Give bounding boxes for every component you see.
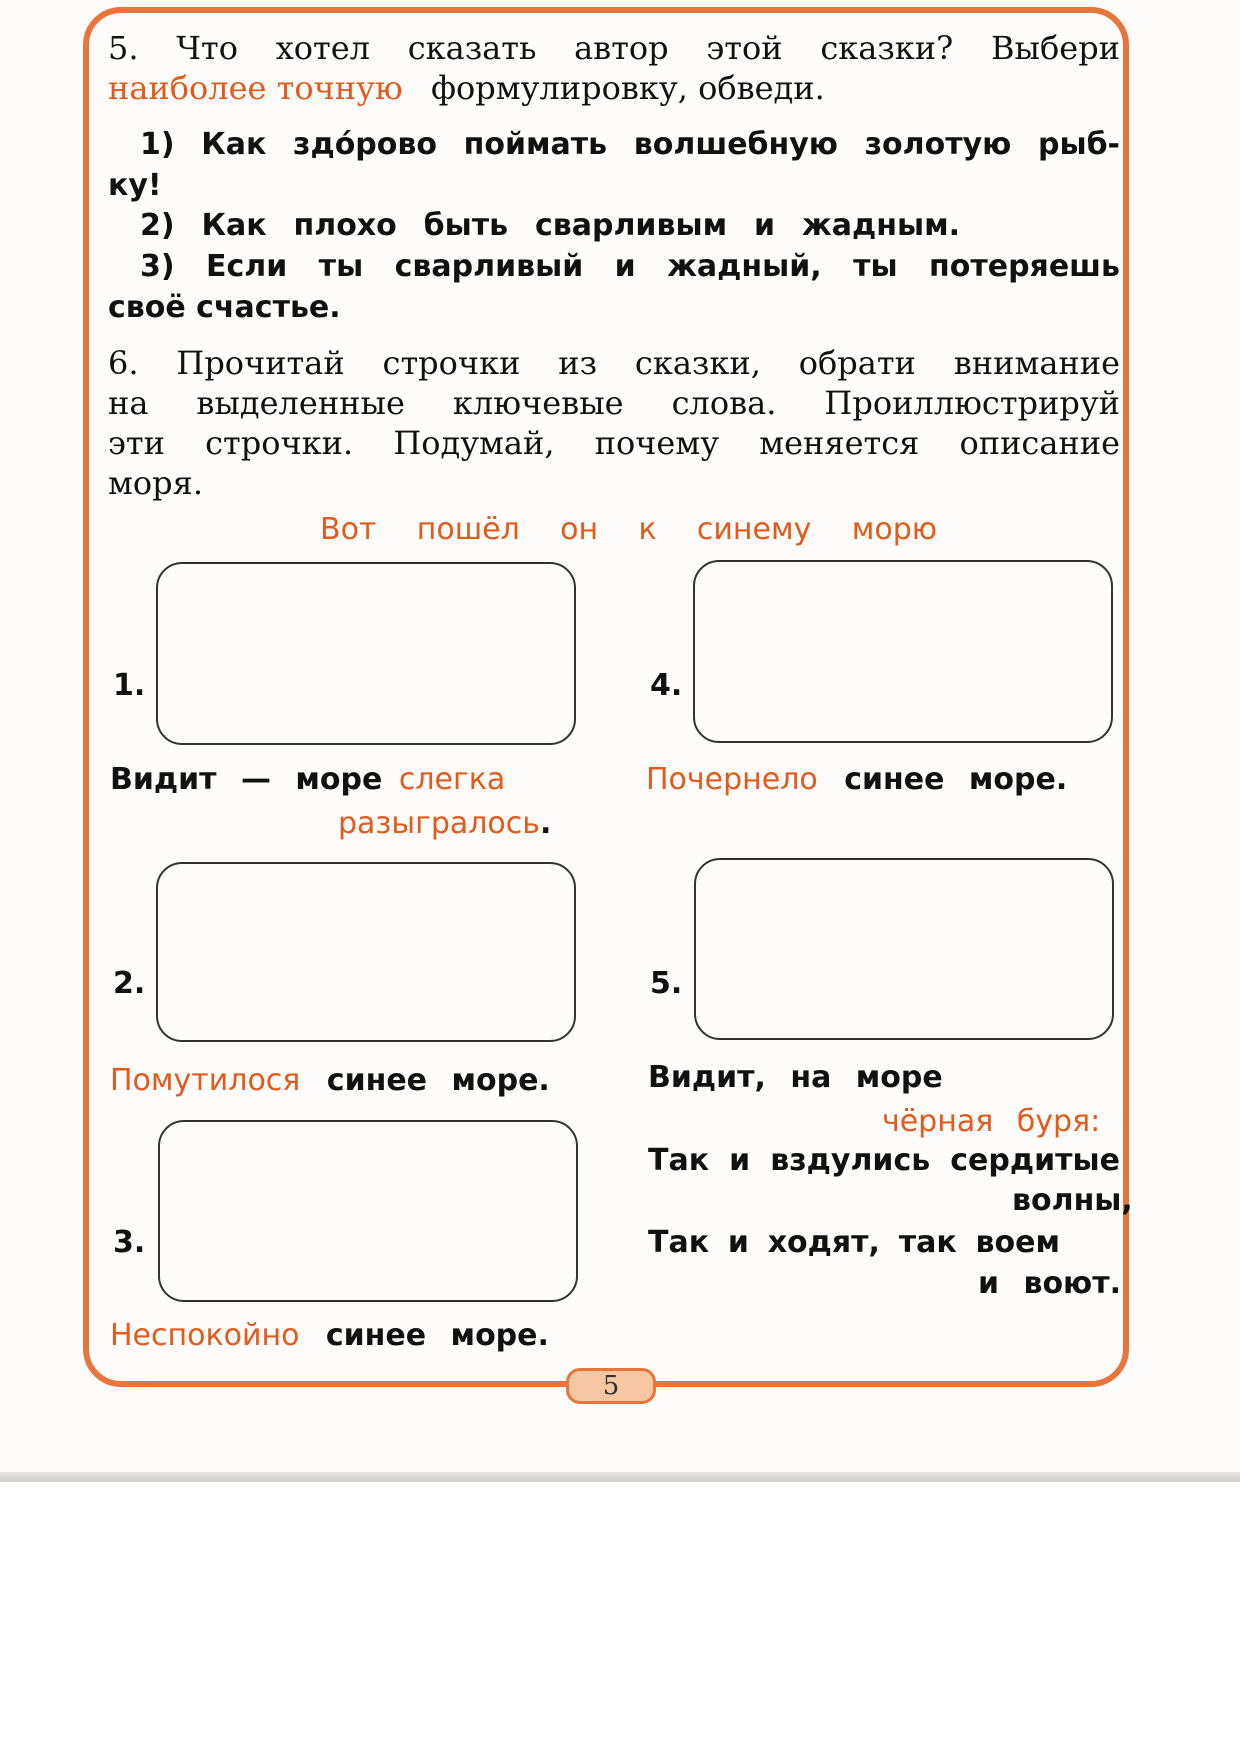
task5-option1-line1: 1) Как здо́рово поймать волшебную золотую рыб- bbox=[140, 127, 1120, 162]
caption-1-cont bbox=[338, 806, 551, 841]
caption-1-period: . bbox=[539, 806, 552, 841]
caption-2-text: синее море. bbox=[326, 1063, 550, 1098]
caption-5-line5: Так и ходят, так воем bbox=[648, 1225, 1060, 1260]
panel-number-5: 5. bbox=[650, 966, 683, 1001]
caption-5-line6: и воют. bbox=[978, 1266, 1122, 1301]
task5-option3-line2: своё счастье. bbox=[108, 290, 341, 325]
task6-line3: эти строчки. Подумай, почему меняется описание bbox=[108, 424, 1120, 462]
subtitle: Вот пошёл он к синему морю bbox=[320, 512, 937, 547]
drawing-box-1[interactable] bbox=[156, 562, 576, 745]
caption-1-highlight: слегка bbox=[398, 762, 506, 797]
panel-number-1: 1. bbox=[113, 668, 146, 703]
caption-2 bbox=[110, 1063, 550, 1098]
caption-1 bbox=[110, 762, 505, 797]
drawing-box-3[interactable] bbox=[158, 1120, 578, 1302]
task5-question-line2 bbox=[108, 68, 1120, 109]
task5-option3-line1: 3) Если ты сварливый и жадный, ты потеряешь bbox=[140, 249, 1120, 284]
caption-4-highlight: Почернело bbox=[646, 762, 818, 797]
caption-4-text: синее море. bbox=[844, 762, 1068, 797]
panel-number-3: 3. bbox=[113, 1225, 146, 1260]
caption-1-text: Видит — море bbox=[110, 762, 383, 797]
caption-3-highlight: Неспокойно bbox=[110, 1318, 300, 1353]
task6-line4: моря. bbox=[108, 464, 203, 502]
caption-1-highlight2: разыгралось bbox=[338, 806, 540, 841]
caption-3-text: синее море. bbox=[325, 1318, 549, 1353]
caption-3 bbox=[110, 1318, 549, 1353]
panel-number-4: 4. bbox=[650, 668, 683, 703]
caption-5-line3: Так и вздулись сердитые bbox=[648, 1143, 1120, 1178]
caption-5-highlight: чёрная буря: bbox=[882, 1104, 1101, 1139]
task5-option1-line2: ку! bbox=[108, 168, 162, 203]
drawing-box-5[interactable] bbox=[694, 858, 1114, 1040]
page-edge bbox=[0, 1472, 1240, 1482]
task5-highlight: наиболее точную bbox=[108, 69, 403, 107]
task6-line2: на выделенные ключевые слова. Проиллюстрируй bbox=[108, 384, 1120, 422]
drawing-box-4[interactable] bbox=[693, 560, 1113, 743]
task6-line1: 6. Прочитай строчки из сказки, обрати внимание bbox=[108, 344, 1120, 382]
caption-5-line1: Видит, на море bbox=[648, 1060, 943, 1095]
task5-question-line1: 5. Что хотел сказать автор этой сказки? Выбери bbox=[108, 29, 1120, 67]
caption-4 bbox=[646, 762, 1067, 797]
drawing-box-2[interactable] bbox=[156, 862, 576, 1042]
page-number: 5 bbox=[566, 1368, 656, 1404]
caption-5-line4: волны, bbox=[1012, 1183, 1133, 1218]
panel-number-2: 2. bbox=[113, 966, 146, 1001]
task5-option2: 2) Как плохо быть сварливым и жадным. bbox=[140, 208, 960, 243]
caption-2-highlight: Помутилося bbox=[110, 1063, 301, 1098]
task5-question-rest: формулировку, обведи. bbox=[430, 69, 825, 107]
